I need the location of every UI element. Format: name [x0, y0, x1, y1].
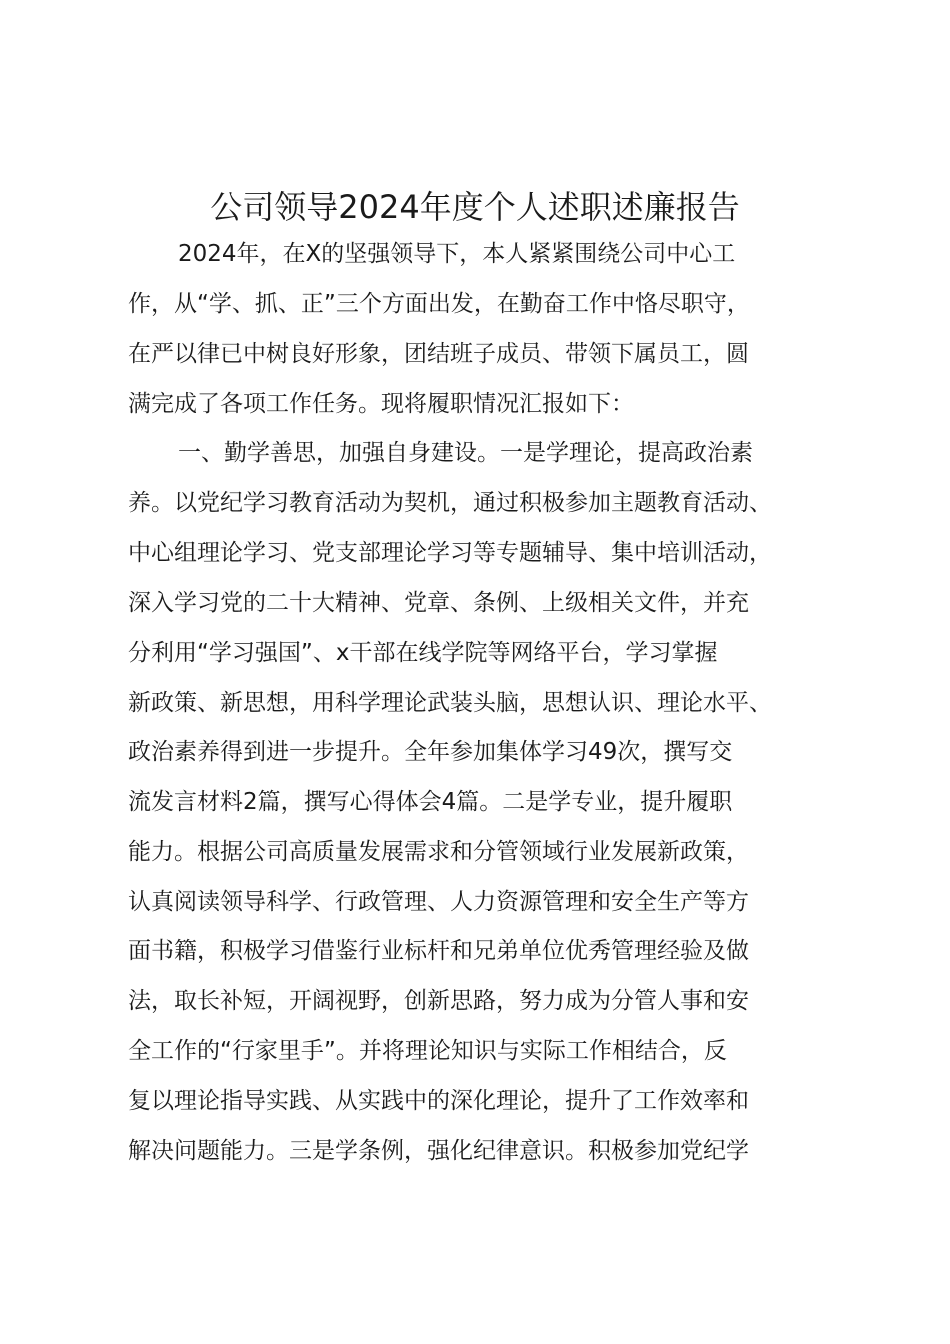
paragraph-line: 分利用“学习强国”、x干部在线学院等网络平台，学习掌握 — [128, 640, 718, 666]
paragraph-line: 流发言材料2篇，撰写心得体会4篇。二是学专业，提升履职 — [128, 789, 733, 815]
paragraph-line: 新政策、新思想，用科学理论武装头脑，思想认识、理论水平、 — [128, 690, 772, 716]
paragraph-line: 能力。根据公司高质量发展需求和分管领域行业发展新政策， — [128, 839, 749, 865]
document-title: 公司领导2024年度个人述职述廉报告 — [210, 188, 740, 226]
paragraph-line: 养。以党纪学习教育活动为契机，通过积极参加主题教育活动、 — [128, 490, 772, 516]
paragraph-line: 作，从“学、抓、正”三个方面出发，在勤奋工作中恪尽职守， — [128, 291, 750, 317]
paragraph-line: 深入学习党的二十大精神、党章、条例、上级相关文件，并充 — [128, 590, 749, 616]
paragraph-line: 中心组理论学习、党支部理论学习等专题辅导、集中培训活动， — [128, 540, 772, 566]
paragraph-line: 政治素养得到进一步提升。全年参加集体学习49次，撰写交 — [128, 739, 733, 765]
paragraph-line: 解决问题能力。三是学条例，强化纪律意识。积极参加党纪学 — [128, 1138, 749, 1164]
paragraph-line: 认真阅读领导科学、行政管理、人力资源管理和安全生产等方 — [128, 889, 749, 915]
paragraph-line: 全工作的“行家里手”。并将理论知识与实际工作相结合，反 — [128, 1038, 727, 1064]
paragraph-line: 复以理论指导实践、从实践中的深化理论，提升了工作效率和 — [128, 1088, 749, 1114]
paragraph-line: 满完成了各项工作任务。现将履职情况汇报如下： — [128, 391, 634, 417]
paragraph-line: 面书籍，积极学习借鉴行业标杆和兄弟单位优秀管理经验及做 — [128, 938, 749, 964]
paragraph-line: 法，取长补短，开阔视野，创新思路，努力成为分管人事和安 — [128, 988, 749, 1014]
paragraph-line: 在严以律已中树良好形象，团结班子成员、带领下属员工，圆 — [128, 341, 749, 367]
paragraph-line: 2024年，在X的坚强领导下，本人紧紧围绕公司中心工 — [178, 241, 736, 267]
paragraph-line: 一、勤学善思，加强自身建设。一是学理论，提高政治素 — [178, 440, 753, 466]
